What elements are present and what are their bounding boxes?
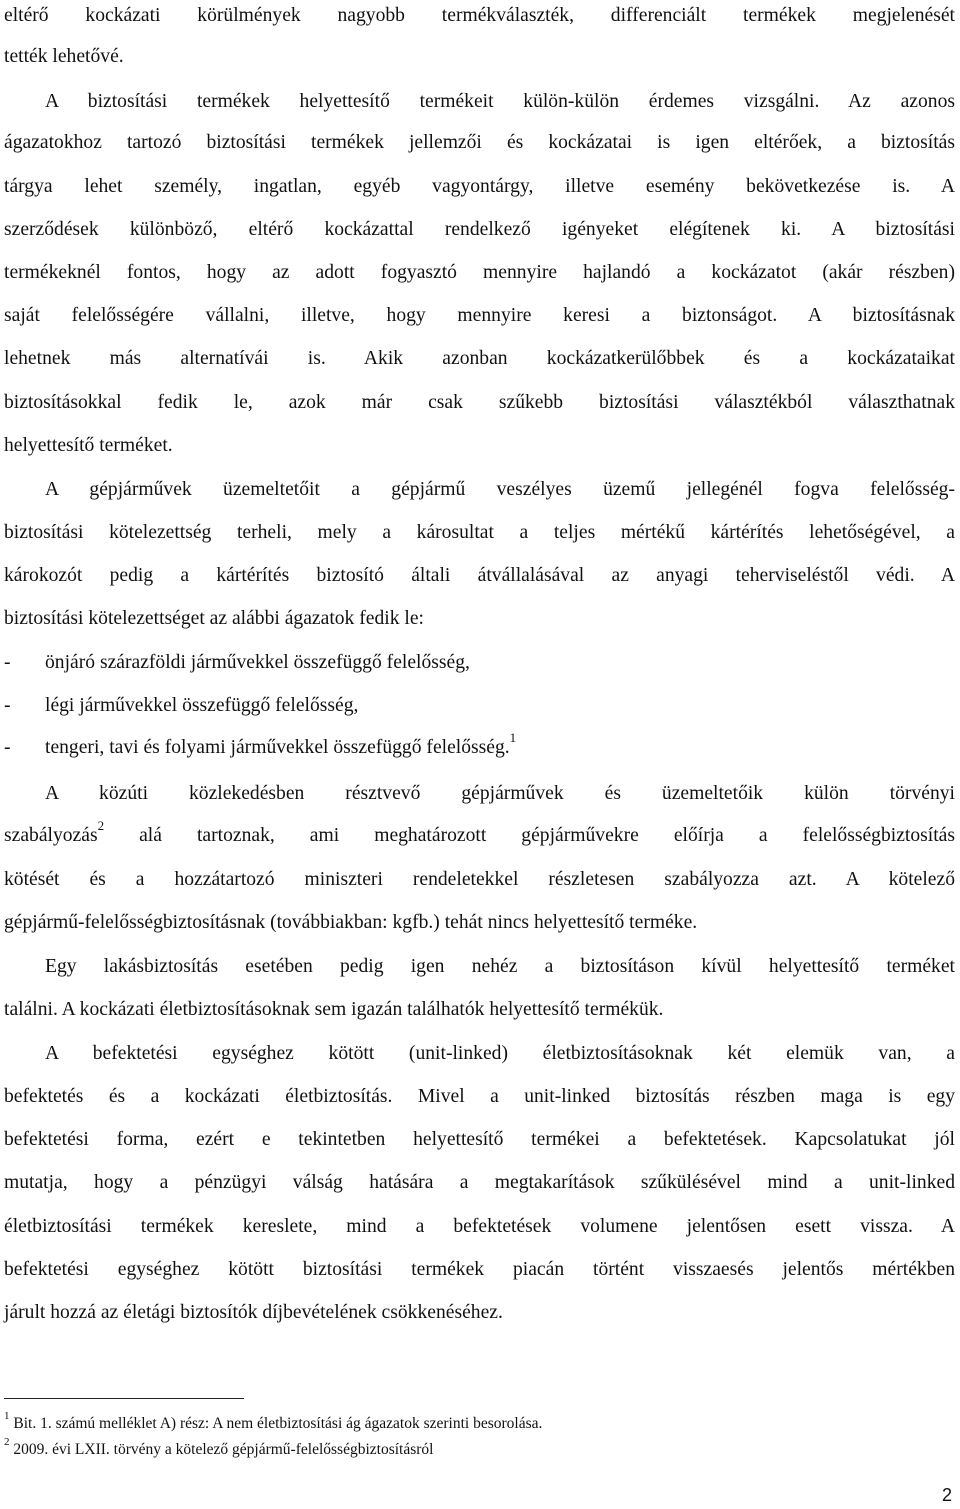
text-line: termékeknél fontos, hogy az adott fogyasztó mennyire hajlandó a kockázatot (akár részben)	[4, 262, 955, 283]
text-line: A biztosítási termékek helyettesítő termékeit külön-külön érdemes vizsgálni. Az azonos	[45, 91, 955, 112]
footnote-divider	[4, 1398, 244, 1399]
text-line: eltérő kockázati körülmények nagyobb termékválaszték, differenciált termékek megjelenését	[4, 5, 955, 26]
text-line: tették lehetővé.	[4, 46, 124, 67]
text-line: biztosítási kötelezettség terheli, mely a károsultat a teljes mértékű kártérítés lehetőségével, a	[4, 522, 955, 543]
text-line: ágazatokhoz tartozó biztosítási termékek jellemzői és kockázatai is igen eltérőek, a biztosítás	[4, 132, 955, 153]
text-fragment: szabályozás	[4, 825, 98, 846]
text-line: károkozót pedig a kártérítés biztosító általi átvállalásával az anyagi teherviseléstől védi. A	[4, 565, 955, 586]
text-line: Egy lakásbiztosítás esetében pedig igen nehéz a biztosításon kívül helyettesítő terméket	[45, 956, 955, 977]
text-line: befektetési egységhez kötött biztosítási termékek piacán történt visszaesés jelentős mértékben	[4, 1259, 955, 1280]
text-line: helyettesítő terméket.	[4, 435, 173, 456]
text-line: találni. A kockázati életbiztosításoknak sem igazán találhatók helyettesítő termékük.	[4, 999, 664, 1020]
list-item	[4, 730, 955, 760]
list-item-text: tengeri, tavi és folyami járművekkel összefüggő felelősség.	[45, 737, 510, 758]
text-line: A befektetési egységhez kötött (unit-linked) életbiztosításoknak két elemük van, a	[45, 1043, 955, 1064]
text-line: életbiztosítási termékek kereslete, mind a befektetések volumene jelentősen esett vissza. A	[4, 1216, 955, 1237]
page-number: 2	[941, 1485, 952, 1505]
footnote-text: Bit. 1. számú melléklet A) rész: A nem életbiztosítási ág ágazatok szerinti besorolása.	[13, 1415, 543, 1432]
bullet-dash: -	[4, 652, 11, 673]
text-line: tárgya lehet személy, ingatlan, egyéb vagyontárgy, illetve esemény bekövetkezése is. A	[4, 176, 955, 197]
text-line: járult hozzá az életági biztosítók díjbevételének csökkenéséhez.	[4, 1302, 503, 1323]
bullet-dash: -	[4, 695, 11, 716]
text-line: mutatja, hogy a pénzügyi válság hatására a megtakarítások szűkülésével mind a unit-linked	[4, 1172, 955, 1193]
text-line: biztosításokkal fedik le, azok már csak szűkebb biztosítási választékból választhatnak	[4, 392, 955, 413]
list-item-text: légi járművekkel összefüggő felelősség,	[45, 695, 359, 716]
text-line: lehetnek más alternatívái is. Akik azonban kockázatkerülőbbek és a kockázataikat	[4, 348, 955, 369]
text-line: befektetés és a kockázati életbiztosítás. Mivel a unit-linked biztosítás részben maga is egy	[4, 1086, 955, 1107]
text-line: saját felelősségére vállalni, illetve, hogy mennyire keresi a biztonságot. A biztosításnak	[4, 305, 955, 326]
text-line: kötését és a hozzátartozó miniszteri rendeletekkel részletesen szabályozza azt. A kötelező	[4, 869, 955, 890]
footnote-ref: 1	[509, 730, 517, 746]
list-item-text: önjáró szárazföldi járművekkel összefüggő felelősség,	[45, 652, 470, 673]
footnote-number: 1	[4, 1409, 10, 1422]
footnote-text: 2009. évi LXII. törvény a kötelező gépjármű-felelősségbiztosításról	[13, 1441, 434, 1458]
text-line: gépjármű-felelősségbiztosításnak (továbbiakban: kgfb.) tehát nincs helyettesítő terméke.	[4, 912, 698, 933]
bullet-dash: -	[4, 737, 11, 758]
text-line	[4, 818, 955, 848]
text-line: A közúti közlekedésben résztvevő gépjárművek és üzemeltetőik külön törvényi	[45, 783, 955, 804]
text-line: A gépjárművek üzemeltetőit a gépjármű veszélyes üzemű jellegénél fogva felelősség-	[45, 479, 955, 500]
list-item	[4, 651, 955, 675]
text-line: szerződések különböző, eltérő kockázattal rendelkező igényeket elégítenek ki. A biztosítási	[4, 219, 955, 240]
text-fragment: alá tartoznak, ami meghatározott gépjárművekre előírja a felelősségbiztosítás	[139, 825, 955, 846]
footnote	[4, 1435, 434, 1460]
footnote-ref: 2	[97, 818, 105, 834]
list-item	[4, 694, 955, 718]
footnote-number: 2	[4, 1435, 10, 1448]
footnote	[4, 1409, 543, 1434]
text-line: befektetési forma, ezért e tekintetben helyettesítő termékei a befektetések. Kapcsolatukat jól	[4, 1129, 955, 1150]
text-line: biztosítási kötelezettséget az alábbi ágazatok fedik le:	[4, 608, 424, 629]
